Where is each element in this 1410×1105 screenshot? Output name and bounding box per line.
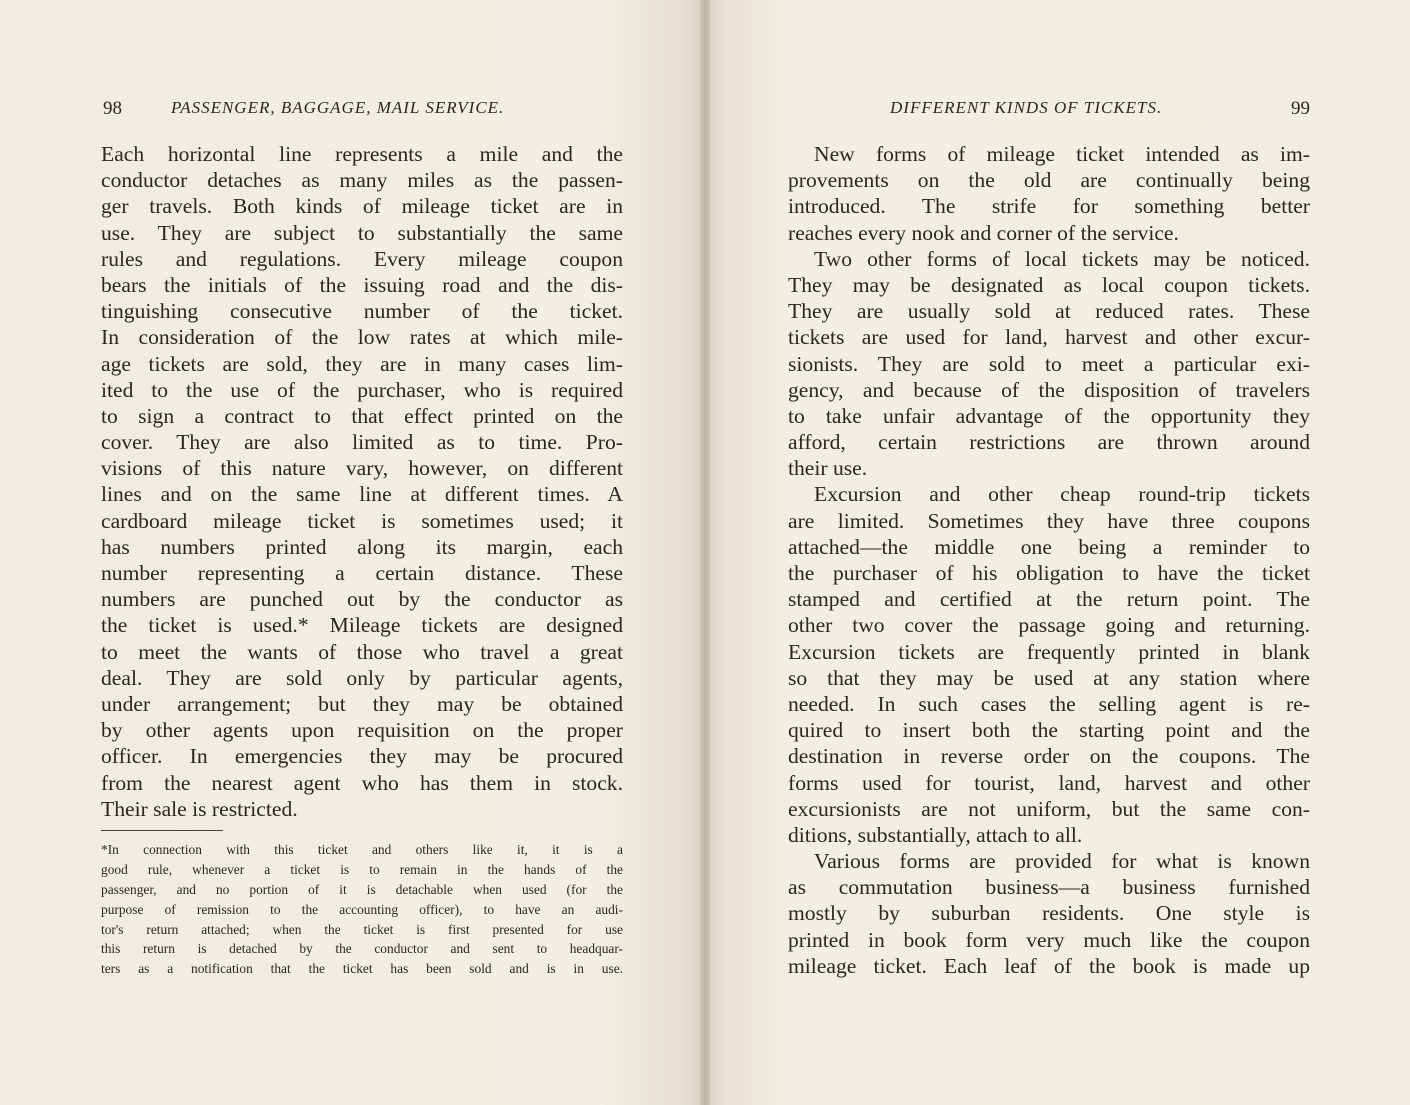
text-line: has numbers printed along its margin, each (101, 534, 623, 559)
footnote-line: tor's return attached; when the ticket is first presented for use (101, 921, 623, 937)
right-page (705, 0, 1410, 1105)
text-line: afford, certain restrictions are thrown around (788, 430, 1310, 455)
text-line: to meet the wants of those who travel a great (101, 639, 623, 664)
text-line: sionists. They are sold to meet a particular exi- (788, 351, 1310, 376)
text-line: Excursion and other cheap round-trip tickets (814, 482, 1310, 507)
text-line: New forms of mileage ticket intended as im- (814, 142, 1310, 166)
footnote-rule (101, 830, 223, 831)
footnote-line: this return is detached by the conductor and sent to headquar- (101, 941, 623, 957)
text-line: to take unfair advantage of the opportunity they (788, 403, 1310, 428)
left-body-text (101, 141, 623, 822)
text-line: tickets are used for land, harvest and other excur- (788, 325, 1310, 350)
right-body-text (788, 141, 1310, 979)
running-head: PASSENGER, BAGGAGE, MAIL SERVICE. (171, 98, 505, 117)
text-line: their use. (788, 456, 868, 481)
text-line: reaches every nook and corner of the service. (788, 220, 1179, 245)
text-line: the ticket is used.* Mileage tickets are designed (101, 613, 623, 638)
text-line: cover. They are also limited as to time. Pro- (101, 430, 623, 455)
right-page-header (808, 98, 1310, 124)
footnote-line: good rule, whenever a ticket is to remain in the hands of the (101, 861, 623, 877)
text-line: lines and on the same line at different times. A (101, 482, 623, 507)
text-line: from the nearest agent who has them in stock. (101, 770, 623, 795)
text-line: In consideration of the low rates at which mile- (101, 325, 623, 350)
text-line: introduced. The strife for something better (788, 194, 1310, 219)
text-line: Each horizontal line represents a mile and the (101, 142, 623, 166)
text-line: number representing a certain distance. These (101, 561, 623, 585)
running-head: DIFFERENT KINDS OF TICKETS. (890, 98, 1163, 117)
footnote-line: ters as a notification that the ticket has been sold and is in use. (101, 961, 623, 977)
text-line: destination in reverse order on the coupons. The (788, 744, 1310, 769)
text-line: excursionists are not uniform, but the same con- (788, 796, 1310, 821)
page-number: 98 (103, 98, 122, 119)
page-number: 99 (1291, 98, 1310, 119)
text-line: bears the initials of the issuing road and the dis- (101, 272, 623, 297)
text-line: ditions, substantially, attach to all. (788, 822, 1083, 847)
text-line: They may be designated as local coupon tickets. (788, 272, 1310, 297)
text-line: officer. In emergencies they may be procured (101, 744, 623, 769)
text-line: provements on the old are continually being (788, 168, 1310, 193)
text-line: use. They are subject to substantially the same (101, 220, 623, 245)
text-line: mostly by suburban residents. One style is (788, 901, 1310, 926)
text-line: rules and regulations. Every mileage coupon (101, 246, 623, 271)
left-page-header (103, 98, 623, 124)
text-line: by other agents upon requisition on the proper (101, 718, 623, 743)
text-line: ger travels. Both kinds of mileage ticket are in (101, 194, 623, 219)
footnote-line: purpose of remission to the accounting officer), to have an audi- (101, 901, 623, 917)
footnote (101, 840, 623, 979)
text-line: age tickets are sold, they are in many cases lim- (101, 351, 623, 376)
text-line: under arrangement; but they may be obtained (101, 691, 623, 716)
text-line: attached—the middle one being a reminder to (788, 534, 1310, 559)
text-line: tinguishing consecutive number of the ticket. (101, 299, 623, 324)
text-line: so that they may be used at any station where (788, 665, 1310, 690)
footnote-line: *In connection with this ticket and others like it, it is a (101, 842, 623, 857)
text-line: Two other forms of local tickets may be noticed. (814, 246, 1310, 271)
text-line: Their sale is restricted. (101, 796, 298, 821)
text-line: ited to the use of the purchaser, who is required (101, 377, 623, 402)
text-line: They are usually sold at reduced rates. These (788, 299, 1310, 324)
book-gutter (700, 0, 710, 1105)
text-line: gency, and because of the disposition of travelers (788, 377, 1310, 402)
text-line: the purchaser of his obligation to have the ticket (788, 561, 1310, 585)
text-line: stamped and certified at the return point. The (788, 587, 1310, 612)
text-line: visions of this nature vary, however, on different (101, 456, 623, 481)
text-line: Excursion tickets are frequently printed in blank (788, 639, 1310, 664)
footnote-line: passenger, and no portion of it is detachable when used (for the (101, 881, 623, 897)
text-line: mileage ticket. Each leaf of the book is made up (788, 953, 1310, 978)
text-line: other two cover the passage going and returning. (788, 613, 1310, 638)
text-line: printed in book form very much like the coupon (788, 927, 1310, 952)
text-line: are limited. Sometimes they have three coupons (788, 508, 1310, 533)
text-line: cardboard mileage ticket is sometimes used; it (101, 508, 623, 533)
text-line: needed. In such cases the selling agent is re- (788, 691, 1310, 716)
text-line: forms used for tourist, land, harvest and other (788, 770, 1310, 795)
text-line: conductor detaches as many miles as the passen- (101, 168, 623, 193)
text-line: to sign a contract to that effect printed on the (101, 403, 623, 428)
text-line: numbers are punched out by the conductor as (101, 587, 623, 612)
text-line: quired to insert both the starting point and the (788, 718, 1310, 743)
text-line: as commutation business—a business furnished (788, 875, 1310, 900)
text-line: Various forms are provided for what is known (814, 849, 1310, 874)
text-line: deal. They are sold only by particular agents, (101, 665, 623, 690)
